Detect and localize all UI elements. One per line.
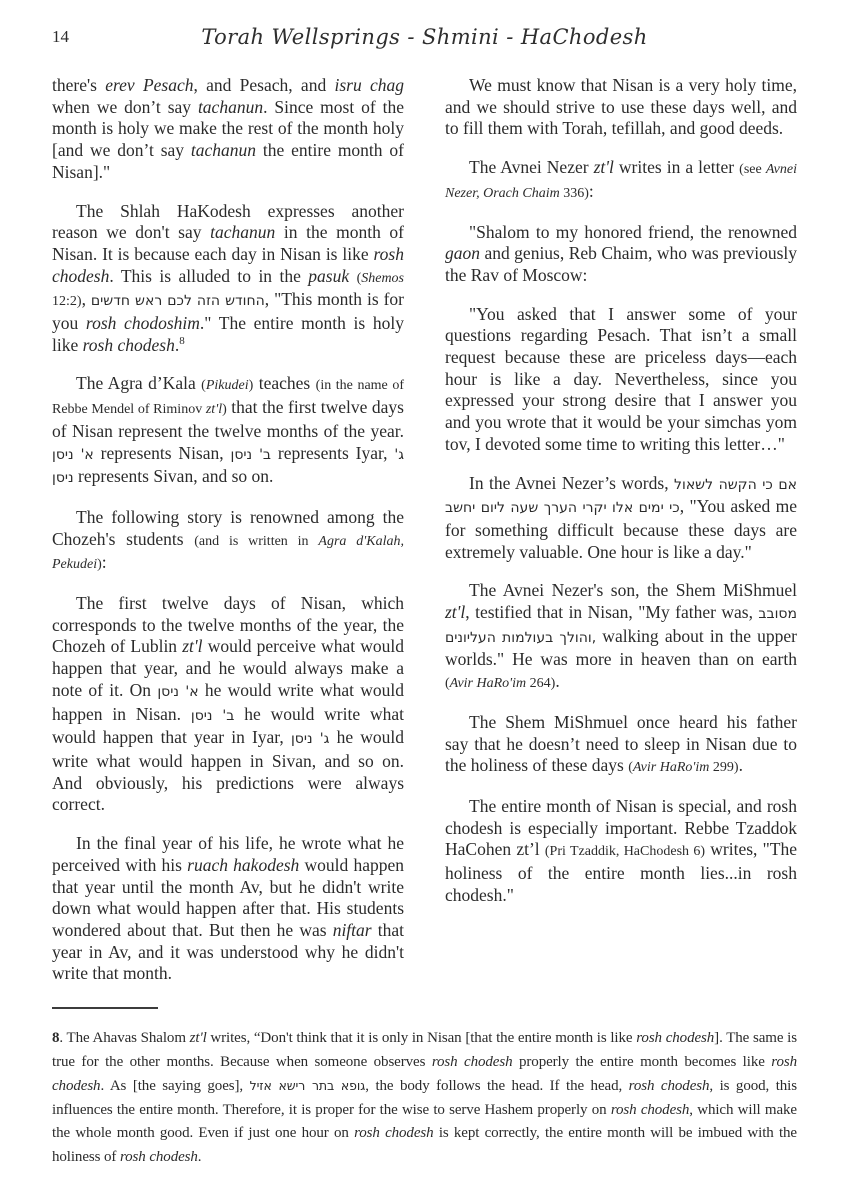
text-segment: Avir HaRo'im xyxy=(632,760,710,776)
text-segment: "You asked that I answer some of your questions regarding Pesach. That isn’t a small request because these are priceless days—each hour is like a day. Nevertheless, since you expressed your strong desire that I answer you and you wrote that it would be your simchas yom tov, I devoted some time to writing this letter…" xyxy=(445,303,797,454)
text-segment: zt'l xyxy=(445,602,466,623)
page-number: 14 xyxy=(52,27,69,46)
text-segment: (in the name of Rebbe Mendel of Riminov xyxy=(52,378,404,418)
text-segment: zt'l xyxy=(189,1030,207,1046)
text-segment: We must know that Nisan is a very holy time, and we should strive to use these days well, and to fill them with Torah, tefillah, and good deeds. xyxy=(445,75,797,139)
hebrew-text: ג' ניסן xyxy=(290,731,330,748)
text-segment: Avir HaRo'im xyxy=(449,676,527,692)
paragraph xyxy=(445,580,797,695)
text-segment: . xyxy=(555,671,560,692)
page-header xyxy=(0,0,849,63)
paragraph xyxy=(52,1027,797,1169)
text-segment: : xyxy=(588,180,594,201)
text-segment: Pikudei xyxy=(205,378,249,394)
text-segment: rosh chodesh xyxy=(431,1053,513,1070)
hebrew-text: מסובב והולך בעולמות העליונים, xyxy=(445,606,797,646)
hebrew-text: ב' ניסן xyxy=(190,707,235,724)
text-segment: the entire month of Nisan]." xyxy=(52,140,404,182)
text-segment: in the month of Nisan. It is because each day in Nisan is like xyxy=(52,222,405,264)
text-segment: 299) xyxy=(709,760,739,776)
text-segment: The first twelve days of Nisan, which corresponds to the twelve months of the year, the Chozeh of Lublin xyxy=(52,593,404,657)
text-segment: Avnei Nezer, Orach Chaim xyxy=(445,162,797,201)
text-segment: . xyxy=(197,1148,202,1165)
text-segment: ( xyxy=(356,270,362,286)
paragraph xyxy=(445,304,797,456)
text-segment: : xyxy=(101,552,107,573)
paragraph xyxy=(52,75,404,184)
text-segment: ( xyxy=(628,760,633,776)
hebrew-text: ג' ניסן xyxy=(52,446,404,487)
paragraph xyxy=(445,157,797,204)
text-segment: The following story is renowned among the Chozeh's students xyxy=(52,506,404,549)
text-segment: there's xyxy=(52,75,106,95)
text-segment: ( xyxy=(445,676,450,692)
page-title: Torah Wellsprings - Shmini - HaChodesh xyxy=(201,25,648,49)
text-segment: walking about in the upper worlds." He was more in heaven than on earth xyxy=(445,625,797,670)
two-column-body xyxy=(52,75,797,1007)
text-segment: 336) xyxy=(559,185,589,201)
text-segment: gaon xyxy=(445,243,480,264)
text-segment: pasuk xyxy=(308,265,350,286)
text-segment: teaches xyxy=(253,373,316,394)
paragraph xyxy=(445,712,797,779)
hebrew-text: אם כי הקשה לשאול כי ימים אלו יקרי הערך שעה ליום יחשב xyxy=(445,476,797,517)
text-segment: zt'l xyxy=(593,157,614,178)
text-segment: niftar xyxy=(332,919,372,940)
text-segment: writes in a letter xyxy=(613,157,740,178)
paragraph xyxy=(52,201,404,357)
text-segment: The Agra d’Kala xyxy=(76,373,202,394)
hebrew-text: ב' ניסן xyxy=(230,446,272,463)
text-segment: and genius, Reb Chaim, who was previously the Rav of Moscow: xyxy=(445,243,797,285)
text-segment: The Shem MiShmuel once heard his father say that he doesn’t need to sleep in Nisan due to the holiness of these days xyxy=(445,711,797,776)
text-segment: Shemos xyxy=(361,270,405,286)
text-segment: he would write what would happen that year in Iyar, xyxy=(52,703,404,748)
text-segment: Agra d'Kalah, Pekudei xyxy=(52,533,404,573)
text-segment: represents Sivan, and so on. xyxy=(73,466,274,487)
text-segment: In the final year of his life, he wrote what he perceived with his xyxy=(52,833,404,875)
text-segment: In the Avnei Nezer’s words, xyxy=(469,472,675,493)
text-segment: he would write what would happen in Sivan, and so on. And obviously, his predictions were always correct. xyxy=(52,727,404,815)
paragraph xyxy=(445,75,797,140)
text-segment: rosh chodesh xyxy=(628,1078,710,1094)
text-segment: would happen that year until the month Av, but he didn't write down what would happen after that. His students wondered about that. But then he was xyxy=(52,854,404,940)
text-segment: ruach hakodesh xyxy=(187,854,300,875)
text-segment: 8 xyxy=(179,334,185,347)
text-segment: properly the entire month becomes like xyxy=(512,1053,772,1070)
text-segment: that the first twelve days of Nisan represent the twelve months of the year. xyxy=(52,397,404,441)
footnote xyxy=(52,1027,797,1169)
text-segment: . Since most of the month is holy we make the rest of the month holy [and we don’t say xyxy=(52,96,404,161)
text-segment: isru chag xyxy=(334,75,405,95)
paragraph xyxy=(52,373,404,490)
hebrew-text: החודש הזה לכם ראש חדשים xyxy=(90,293,265,310)
right-column xyxy=(445,75,797,1007)
text-segment: writes, “Don't think that it is only in Nisan [that the entire month is like xyxy=(206,1030,637,1046)
paragraph xyxy=(445,473,797,564)
footnote-separator xyxy=(52,1007,158,1009)
left-column xyxy=(52,75,404,1007)
text-segment: 12:2) xyxy=(52,294,82,310)
text-segment: (Pri Tzaddik, HaChodesh 6) xyxy=(544,844,706,860)
text-segment: (and is written in xyxy=(194,533,319,549)
text-segment: rosh chodoshim xyxy=(85,313,200,334)
text-segment: , is good, this influences the entire month. Therefore, it is proper for the wise to serve Hashem properly on xyxy=(52,1078,797,1118)
text-segment: rosh chodesh xyxy=(52,243,404,286)
text-segment: rosh chodesh xyxy=(610,1101,690,1118)
text-segment: tachanun xyxy=(190,140,257,161)
text-segment: represents Iyar, xyxy=(271,442,395,463)
text-segment: "Shalom to my honored friend, the renowned xyxy=(469,221,797,242)
paragraph xyxy=(52,833,404,985)
text-segment: when we don’t say xyxy=(52,96,198,117)
text-segment: The Avnei Nezer xyxy=(469,157,594,178)
text-segment: ( xyxy=(201,378,206,394)
text-segment: ) xyxy=(97,557,102,573)
text-segment: , "This month is for you xyxy=(52,289,404,334)
text-segment: , testified that in Nisan, "My father was, xyxy=(465,602,759,623)
text-segment: , xyxy=(81,289,91,310)
text-segment: tachanun xyxy=(210,222,276,243)
text-segment: rosh chodesh xyxy=(354,1125,434,1141)
text-segment: tachanun xyxy=(197,96,264,117)
text-segment: . xyxy=(174,334,180,355)
text-segment: The Shlah HaKodesh expresses another reason we don't say xyxy=(52,200,404,243)
text-segment: rosh chodesh xyxy=(82,334,175,355)
text-segment: , the body follows the head. If the head, xyxy=(365,1078,629,1094)
text-segment: 264) xyxy=(526,676,556,692)
text-segment: , "You asked me for something difficult because these days are extremely valuable. One hour is like a day." xyxy=(445,496,797,562)
text-segment: , which will make the whole month good. Even if just one hour on xyxy=(52,1101,797,1141)
text-segment: is kept correctly, the entire month will be imbued with the holiness of xyxy=(52,1125,797,1165)
text-segment: zt'l xyxy=(205,402,223,418)
text-segment: . As [the saying goes], xyxy=(100,1078,250,1094)
text-segment: he would write what would happen in Nisan. xyxy=(52,679,405,724)
hebrew-text: א' ניסן xyxy=(52,446,94,463)
text-segment: represents Nisan, xyxy=(93,442,231,463)
text-segment: erev Pesach xyxy=(105,75,194,95)
text-segment: ]. The same is true for the other months. Because when someone observes xyxy=(52,1030,797,1070)
hebrew-text: גופא בתר רישא אזיל xyxy=(249,1078,366,1093)
text-segment xyxy=(349,266,356,286)
text-segment: The entire month of Nisan is special, and rosh chodesh is especially important. Rebbe Tzaddok HaCohen zt’l xyxy=(445,795,797,860)
text-segment: The Avnei Nezer's son, the Shem MiShmuel xyxy=(469,580,797,601)
text-segment: zt'l xyxy=(182,636,203,657)
text-segment: rosh chodesh xyxy=(636,1030,715,1046)
text-segment: ) xyxy=(222,402,227,418)
text-segment: that year in Av, and it was understood why he didn't write that month. xyxy=(52,919,404,984)
text-segment: writes, "The holiness of the entire month lies...in rosh chodesh." xyxy=(445,839,797,905)
paragraph xyxy=(445,222,797,287)
text-segment: ) xyxy=(248,378,254,394)
text-segment: . The Ahavas Shalom xyxy=(59,1030,190,1046)
text-segment: would perceive what would happen that year, and he would always make a note of it. On xyxy=(52,636,404,700)
text-segment: ." The entire month is holy like xyxy=(52,313,404,355)
text-segment: , and Pesach, and xyxy=(193,75,335,95)
text-segment: rosh chodesh xyxy=(52,1053,797,1094)
text-segment: (see xyxy=(739,162,766,178)
paragraph xyxy=(52,593,404,816)
hebrew-text: א' ניסן xyxy=(157,683,199,700)
text-segment: . xyxy=(738,755,743,776)
text-segment: . This is alluded to in the xyxy=(109,265,309,286)
text-segment: rosh chodesh xyxy=(119,1148,198,1165)
paragraph xyxy=(445,796,797,907)
paragraph xyxy=(52,507,404,576)
text-segment: 8 xyxy=(52,1030,60,1046)
